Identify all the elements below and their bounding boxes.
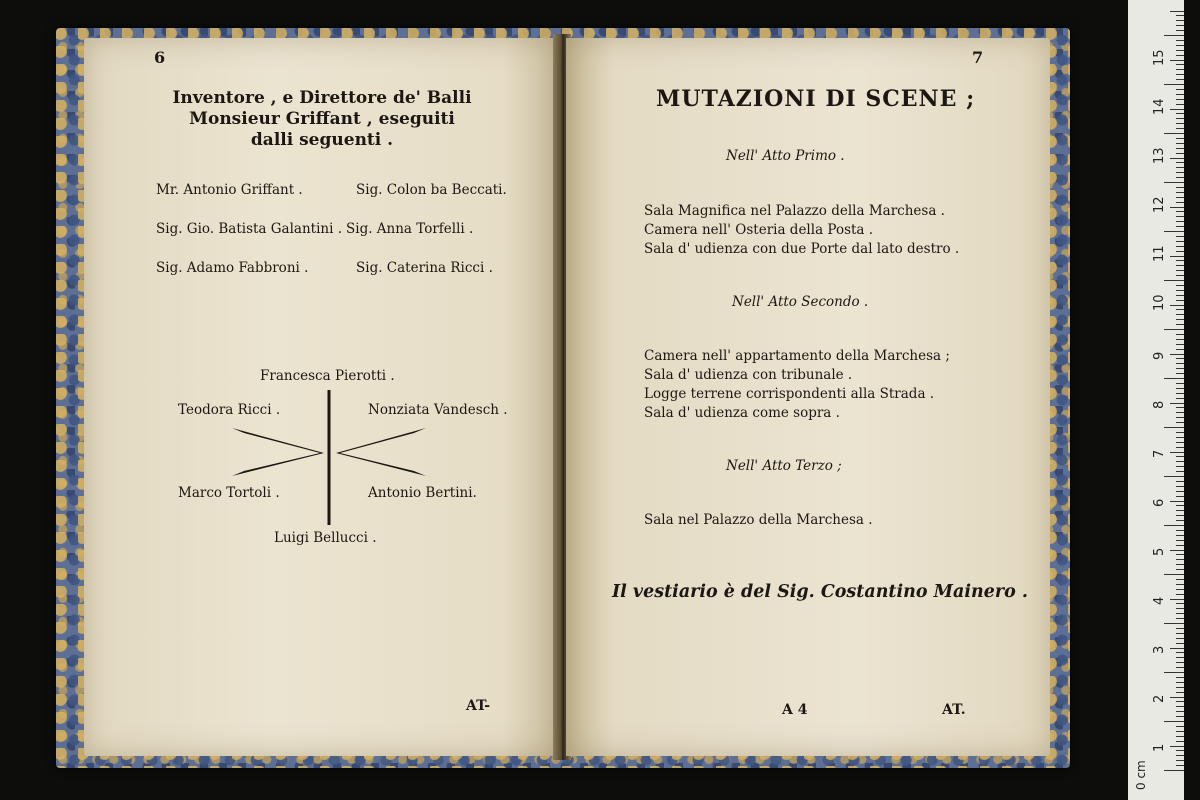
ruler-tick [1176,187,1184,188]
ruler-tick [1176,275,1184,276]
ruler-tick [1176,398,1184,399]
ruler-tick [1176,295,1184,296]
ruler-tick [1176,265,1184,266]
ruler-tick [1176,94,1184,95]
ruler-tick [1176,618,1184,619]
ruler-tick [1176,260,1184,261]
ruler-tick [1176,383,1184,384]
ruler-tick [1176,363,1184,364]
ruler-tick [1176,143,1184,144]
ruler-tick [1176,20,1184,21]
ruler-tick [1170,11,1184,12]
ruler-tick [1176,64,1184,65]
ruler-tick [1176,309,1184,310]
ruler-tick [1176,118,1184,119]
ruler-unit: 0 cm [1134,760,1148,790]
ruler-tick [1176,417,1184,418]
ruler-tick [1176,692,1184,693]
ruler-tick [1176,290,1184,291]
ruler-number: 10 [1152,294,1167,311]
diagram-label-lower-left: Marco Tortoli . [178,485,280,501]
diagram-label-top: Francesca Pierotti . [260,368,395,384]
ruler-tick [1170,207,1184,208]
ruler-tick [1176,128,1184,129]
catchword: AT. [942,702,966,718]
ruler-tick [1176,687,1184,688]
ruler-number: 14 [1152,98,1167,115]
act-heading: Nell' Atto Terzo ; [726,458,842,474]
ruler-tick [1176,726,1184,727]
ruler-tick [1176,667,1184,668]
ruler-tick [1176,481,1184,482]
ruler-tick [1176,211,1184,212]
ruler-tick [1176,358,1184,359]
ruler-tick [1176,638,1184,639]
signature-mark: A 4 [782,702,808,718]
ruler-tick [1176,113,1184,114]
ruler-tick [1176,589,1184,590]
ruler-tick [1176,736,1184,737]
ruler-tick [1176,192,1184,193]
scene-line: Camera nell' appartamento della Marchesa ; [644,348,950,364]
ruler-tick [1176,349,1184,350]
scene-line: Sala d' udienza come sopra . [644,405,840,421]
scene-line: Sala d' udienza con due Porte dal lato destro . [644,241,960,257]
ruler-tick [1164,231,1184,232]
ruler-tick [1176,162,1184,163]
ruler-number: 5 [1152,547,1167,556]
ruler-tick [1176,300,1184,301]
scene-line: Camera nell' Osteria della Posta . [644,222,874,238]
ruler-tick [1176,456,1184,457]
ruler-tick [1164,329,1184,330]
ruler-number: 7 [1152,449,1167,458]
ruler-tick [1176,554,1184,555]
ruler-tick [1176,471,1184,472]
ruler-tick [1176,79,1184,80]
ruler-tick [1176,613,1184,614]
dancer-name: Sig. Colon ba Beccati. [356,182,507,198]
ruler-tick [1176,202,1184,203]
ruler-tick [1176,520,1184,521]
ruler-tick [1176,393,1184,394]
scene-line: Sala d' udienza con tribunale . [644,367,853,383]
ruler-number: 13 [1152,147,1167,164]
ruler-tick [1176,246,1184,247]
ruler-tick [1176,496,1184,497]
ruler-number: 2 [1152,694,1167,703]
ruler-tick [1176,270,1184,271]
ruler-tick [1176,491,1184,492]
ruler-tick [1176,447,1184,448]
ruler-tick [1176,251,1184,252]
ruler-tick [1164,84,1184,85]
ruler-number: 8 [1152,400,1167,409]
ruler-tick [1176,711,1184,712]
ruler-tick [1176,373,1184,374]
ruler-number: 4 [1152,596,1167,605]
ruler-tick [1176,407,1184,408]
ruler-tick [1170,501,1184,502]
scene-line: Logge terrene corrispondenti alla Strada . [644,386,935,402]
ruler-tick [1176,461,1184,462]
left-page [84,38,560,756]
left-arrowhead [232,428,324,476]
ruler-tick [1176,579,1184,580]
ruler-tick [1176,285,1184,286]
ruler-tick [1176,197,1184,198]
ruler-tick [1170,60,1184,61]
ruler-tick [1164,623,1184,624]
ruler-tick [1176,486,1184,487]
ruler-tick [1176,368,1184,369]
ruler-number: 11 [1152,245,1167,262]
ruler-tick [1164,672,1184,673]
ruler-tick [1176,50,1184,51]
ruler-tick [1176,755,1184,756]
scene-line: Sala Magnifica nel Palazzo della Marchesa . [644,203,945,219]
ruler-tick [1176,432,1184,433]
ruler-tick [1176,221,1184,222]
heading-line-2: Monsieur Griffant , eseguiti [189,109,455,129]
ruler-tick [1170,158,1184,159]
page-number: 7 [972,48,984,67]
ruler-tick [1176,334,1184,335]
heading-line-3: dalli seguenti . [250,130,394,150]
ruler-tick [1176,148,1184,149]
ruler-tick [1176,40,1184,41]
dancer-name: Sig. Adamo Fabbroni . [156,260,309,276]
ruler-tick [1176,123,1184,124]
ruler-tick [1176,594,1184,595]
ruler-tick [1176,388,1184,389]
diagram-label-bottom: Luigi Bellucci . [274,530,377,546]
ruler-tick [1176,682,1184,683]
right-page [566,38,1050,756]
ruler-tick [1176,701,1184,702]
ruler-tick [1170,403,1184,404]
ruler-tick [1176,45,1184,46]
ruler-number: 9 [1152,351,1167,360]
ruler-tick [1176,510,1184,511]
ruler-tick [1176,324,1184,325]
ruler-tick [1176,466,1184,467]
ruler-tick [1176,15,1184,16]
ruler-tick [1164,427,1184,428]
ruler-tick [1176,530,1184,531]
ruler-tick [1176,89,1184,90]
ruler-tick [1176,167,1184,168]
diagram-label-upper-left: Teodora Ricci . [178,402,281,418]
ruler-tick [1176,628,1184,629]
ruler-tick [1176,339,1184,340]
ruler-number: 3 [1152,645,1167,654]
ruler-tick [1176,657,1184,658]
ruler-tick [1170,550,1184,551]
ruler-tick [1170,305,1184,306]
ruler-tick [1170,746,1184,747]
diagram-label-upper-right: Nonziata Vandesch . [368,402,508,418]
ruler-tick [1176,319,1184,320]
ruler-tick [1170,697,1184,698]
ruler-tick [1164,721,1184,722]
page-number: 6 [154,48,166,67]
ruler-tick [1164,476,1184,477]
ruler-tick [1176,236,1184,237]
ruler-tick [1176,172,1184,173]
dancer-name: Sig. Anna Torfelli . [346,221,474,237]
ruler-tick [1176,633,1184,634]
ruler-tick [1176,643,1184,644]
ruler-tick [1176,716,1184,717]
ruler-tick [1176,30,1184,31]
ruler-number: 1 [1152,743,1167,752]
ruler-tick [1176,535,1184,536]
ruler-number: 15 [1152,49,1167,66]
act-heading: Nell' Atto Primo . [726,148,845,164]
ruler-tick [1176,104,1184,105]
ruler-tick [1170,599,1184,600]
ruler-tick [1176,750,1184,751]
ruler-tick [1176,226,1184,227]
ruler-tick [1164,35,1184,36]
heading-line-1: Inventore , e Direttore de' Balli [172,88,472,108]
dancer-name: Sig. Caterina Ricci . [356,260,493,276]
ruler-tick [1176,412,1184,413]
ruler-tick [1176,584,1184,585]
ruler-number: 6 [1152,498,1167,507]
ruler-tick [1170,354,1184,355]
ruler-number: 12 [1152,196,1167,213]
ruler-tick [1164,525,1184,526]
ruler-tick [1176,437,1184,438]
ruler-tick [1176,677,1184,678]
ruler-tick [1176,662,1184,663]
ruler-tick [1176,760,1184,761]
ruler-tick [1176,241,1184,242]
ruler-tick [1164,574,1184,575]
ruler-tick [1170,648,1184,649]
ruler-tick [1176,540,1184,541]
catchword: AT- [466,698,491,714]
ruler-tick [1176,515,1184,516]
ruler-tick [1170,256,1184,257]
ruler-tick [1176,608,1184,609]
ruler-tick [1176,765,1184,766]
ruler-tick [1176,177,1184,178]
ruler-tick [1176,74,1184,75]
dancer-name: Sig. Gio. Batista Galantini . [156,221,343,237]
ruler-tick [1176,505,1184,506]
page-title: MUTAZIONI DI SCENE ; [656,86,976,112]
ruler-tick [1176,25,1184,26]
costume-credit: Il vestiario è del Sig. Costantino Mainero . [612,582,1028,602]
ruler-tick [1176,216,1184,217]
ruler-tick [1176,559,1184,560]
scene-line: Sala nel Palazzo della Marchesa . [644,512,873,528]
ruler-tick [1176,153,1184,154]
ruler-tick [1176,706,1184,707]
ruler-tick [1164,770,1184,771]
ruler-tick [1176,731,1184,732]
dancer-name: Mr. Antonio Griffant . [156,182,303,198]
ruler-tick [1170,452,1184,453]
ruler-tick [1176,741,1184,742]
ruler-tick [1176,69,1184,70]
ruler-tick [1176,138,1184,139]
diagram-label-lower-right: Antonio Bertini. [368,485,477,501]
measuring-ruler [1128,0,1184,800]
ruler-tick [1170,109,1184,110]
ruler-tick [1176,545,1184,546]
ruler-tick [1164,182,1184,183]
ruler-tick [1176,569,1184,570]
formation-diagram [84,38,560,756]
ruler-tick [1176,422,1184,423]
ruler-tick [1176,344,1184,345]
right-arrowhead [336,428,426,476]
ruler-tick [1176,564,1184,565]
ruler-tick [1176,314,1184,315]
ruler-tick [1164,378,1184,379]
act-heading: Nell' Atto Secondo . [732,294,869,310]
ruler-tick [1176,55,1184,56]
ruler-tick [1176,99,1184,100]
ruler-tick [1176,652,1184,653]
ruler-tick [1176,442,1184,443]
ruler-tick [1176,603,1184,604]
ruler-tick [1164,280,1184,281]
ruler-tick [1164,133,1184,134]
